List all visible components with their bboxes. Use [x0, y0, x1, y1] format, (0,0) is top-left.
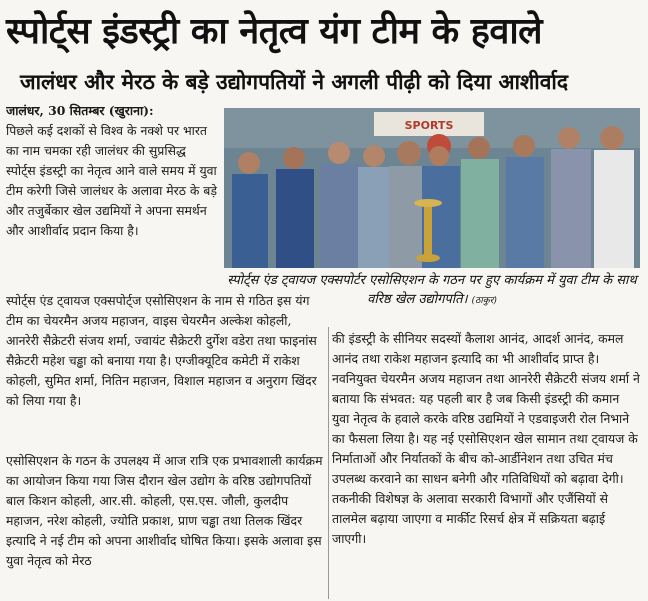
dateline: जालंधर, 30 सितम्बर (खुराना): [6, 103, 154, 118]
paragraph-2: स्पोर्ट्स एंड ट्वायज एक्सपोर्ट्ज एसोसिएशन के नाम से गठित इस यंग टीम का चेयरमैन अजय महाजन, वाइस चेयरमैन अल्केश कोहली, आनरेरी सैक्रेटरी संजय शर्मा, ज्वायंट सैक्रेटरी दुर्गेश वडेरा तथा फाइनांस सैक्रेटरी महेश चड्ढा को बनाया गया है। एग्जीक्यूटिव कमेटी में राकेश कोहली, सुमित शर्मा, नितिन महाजन, विशाल महाजन व अनुराग खिंदर को लिया गया है। [6, 293, 317, 408]
subheadline: जालंधर और मेरठ के बड़े उद्योगपतियों ने अगली पीढ़ी को दिया आशीर्वाद [20, 70, 568, 94]
paragraph-4: की इंडस्ट्री के सीनियर सदस्यों कैलाश आनंद, आदर्श आनंद, कमल आनंद तथा राकेश महाजन इत्यादि का भी आशीर्वाद प्राप्त है। नवनियुक्त चेयरमैन अजय महाजन तथा आनरेरी सैक्रेटरी संजय शर्मा ने बताया कि संभवत: यह पहली बार है जब किसी इंडस्ट्री की कमान युवा नेतृत्व के हवाले करके वरिष्ठ उद्यमियों ने एडवाइजरी रोल निभाने का फैसला लिया है। यह नई एसोसिएशन खेल सामान तथा ट्वायज के निर्माताओं और निर्यातकों के बीच को-आर्डीनेशन तथा उचित मंच उपलब्ध करवाने का साधन बनेगी और गतिविधियों को बढ़ावा देगी। तकनीकी विशेषज्ञ के अलावा सरकारी विभागों और एजैंसियों से तालमेल बढ़ाया जाएगा व मार्कीट रिसर्च क्षेत्र में सक्रियता बढ़ाई जाएगी। [332, 331, 640, 546]
ceremonial-lamp [424, 203, 432, 258]
photo-caption [224, 271, 640, 323]
article-column-left-bottom [6, 451, 326, 599]
article-column-right [332, 329, 640, 597]
event-banner-text: SPORTS [404, 119, 454, 132]
caption-text: स्पोर्ट्स एंड ट्वायज एक्सपोर्टर एसोसिएशन के गठन पर हुए कार्यक्रम में युवा टीम के साथ वरिष्ठ खेल उद्योगपति। [227, 273, 637, 307]
paragraph-1: पिछले कई दशकों से विश्व के नक्शे पर भारत का नाम चमका रही जालंधर की सुप्रसिद्ध स्पोर्ट्स इंडस्ट्री का नेतृत्व आने वाले समय में युवा टीम करेगी जिसे जालंधर के अलावा मेरठ के बड़े और तजुर्बेकार खेल उद्यमियों ने अपना समर्थन और आशीर्वाद प्रदान किया है। [6, 123, 217, 238]
column-divider [328, 327, 329, 599]
event-photo [224, 108, 640, 268]
event-photo-illustration [224, 108, 640, 268]
article-column-left-top [6, 101, 218, 291]
caption-credit: (ठाकुर) [471, 296, 497, 306]
paragraph-3: एसोसिएशन के गठन के उपलक्ष्य में आज रात्रि एक प्रभावशाली कार्यक्रम का आयोजन किया गया जिस दौरान खेल उद्योग के वरिष्ठ उद्योगपतियों बाल किशन कोहली, आर.सी. कोहली, एस.एस. जौली, कुलदीप महाजन, नरेश कोहली, ज्योति प्रकाश, प्राण चड्ढा तथा तिलक खिंदर इत्यादि ने नई टीम को अपना आशीर्वाद घोषित किया। इसके अलावा इस युवा नेतृत्व को मेरठ [6, 453, 323, 568]
headline: स्पोर्ट्स इंडस्ट्री का नेतृत्व यंग टीम के हवाले [6, 11, 543, 52]
